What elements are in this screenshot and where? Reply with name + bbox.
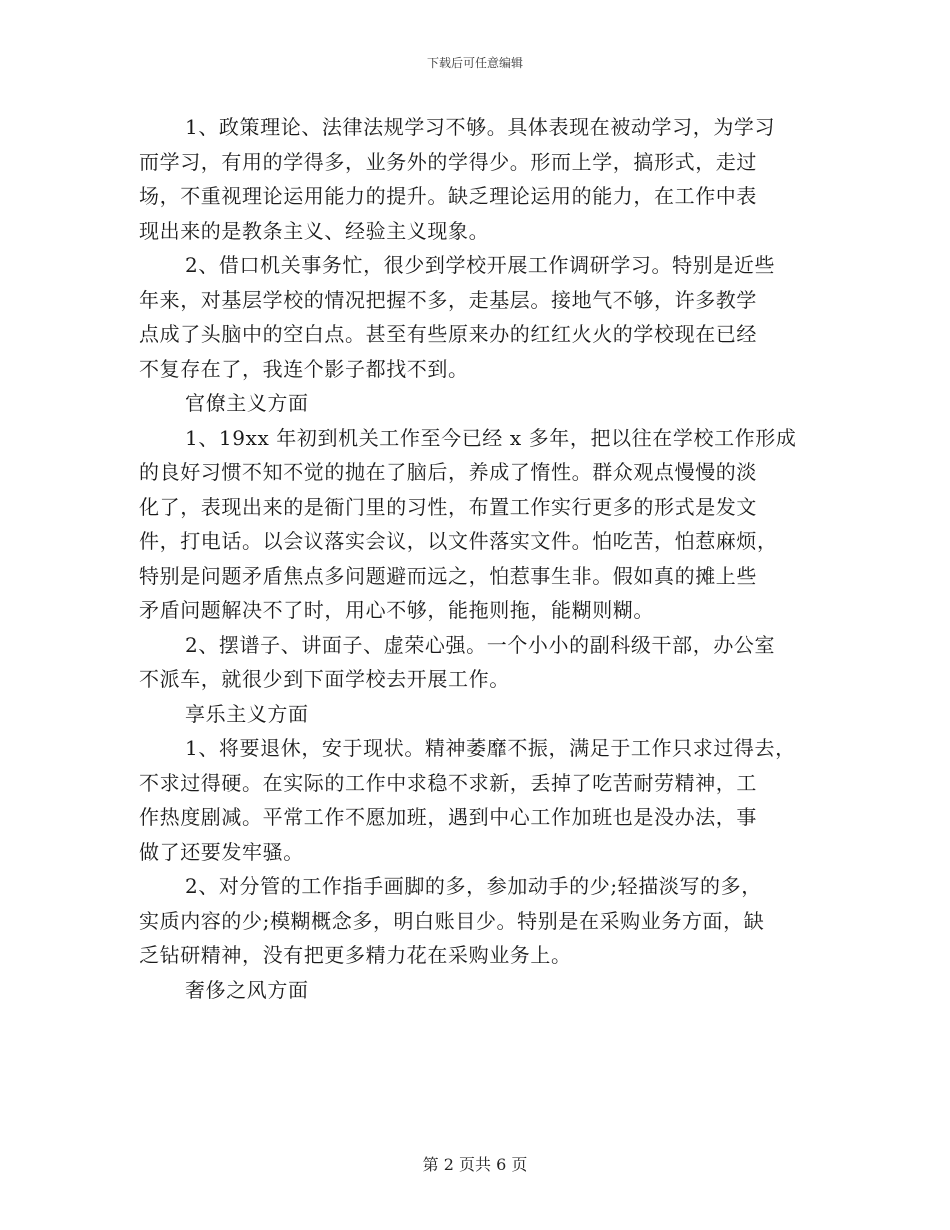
- section-heading: 官僚主义方面: [185, 391, 309, 415]
- text-line: 而学习，有用的学得多，业务外的学得少。形而上学，搞形式，走过: [139, 149, 757, 174]
- text-line: 矛盾问题解决不了时，用心不够，能拖则拖，能糊则糊。: [139, 598, 654, 622]
- text-line: 不求过得硬。在实际的工作中求稳不求新，丢掉了吃苦耐劳精神，工: [139, 770, 757, 795]
- text-line: 点成了头脑中的空白点。甚至有些原来办的红红火火的学校现在已经: [139, 322, 757, 346]
- text-line: 1、19xx 年初到机关工作至今已经 x 多年，把以往在学校工作形成: [185, 425, 797, 450]
- text-line: 不派车，就很少到下面学校去开展工作。: [139, 667, 510, 691]
- text-line: 2、借口机关事务忙，很少到学校开展工作调研学习。特别是近些: [185, 253, 776, 277]
- text-line: 2、摆谱子、讲面子、虚荣心强。一个小小的副科级干部，办公室: [185, 632, 776, 657]
- section-heading: 奢侈之风方面: [185, 977, 309, 1002]
- text-line: 场，不重视理论运用能力的提升。缺乏理论运用的能力，在工作中表: [139, 184, 757, 208]
- section-heading: 享乐主义方面: [185, 701, 309, 726]
- text-line: 年来，对基层学校的情况把握不多，走基层。接地气不够，许多教学: [139, 287, 757, 312]
- page-number-footer: 第 2 页共 6 页: [422, 1155, 528, 1174]
- text-line: 做了还要发牢骚。: [139, 839, 304, 864]
- text-line: 的良好习惯不知不觉的抛在了脑后，养成了惰性。群众观点慢慢的淡: [139, 460, 757, 484]
- text-line: 作热度剧减。平常工作不愿加班，遇到中心工作加班也是没办法，事: [139, 805, 757, 829]
- text-line: 现出来的是教条主义、经验主义现象。: [139, 218, 490, 243]
- text-line: 特别是问题矛盾焦点多问题避而远之，怕惹事生非。假如真的摊上些: [139, 563, 757, 588]
- text-line: 2、对分管的工作指手画脚的多，参加动手的少;轻描淡写的多，: [185, 874, 762, 898]
- text-line: 不复存在了，我连个影子都找不到。: [139, 356, 469, 381]
- document-body: [139, 110, 829, 1007]
- text-line: 件，打电话。以会议落实会议，以文件落实文件。怕吃苦，怕惹麻烦，: [139, 529, 778, 553]
- text-line: 1、将要退休，安于现状。精神萎靡不振，满足于工作只求过得去，: [185, 736, 796, 760]
- page-header: 下载后可任意编辑: [426, 56, 523, 70]
- text-line: 化了，表现出来的是衙门里的习性，布置工作实行更多的形式是发文: [139, 494, 757, 519]
- text-line: 实质内容的少;模糊概念多，明白账目少。特别是在采购业务方面，缺: [139, 908, 765, 933]
- text-line: 乏钻研精神，没有把更多精力花在采购业务上。: [139, 943, 572, 967]
- text-line: 1、政策理论、法律法规学习不够。具体表现在被动学习，为学习: [185, 115, 776, 139]
